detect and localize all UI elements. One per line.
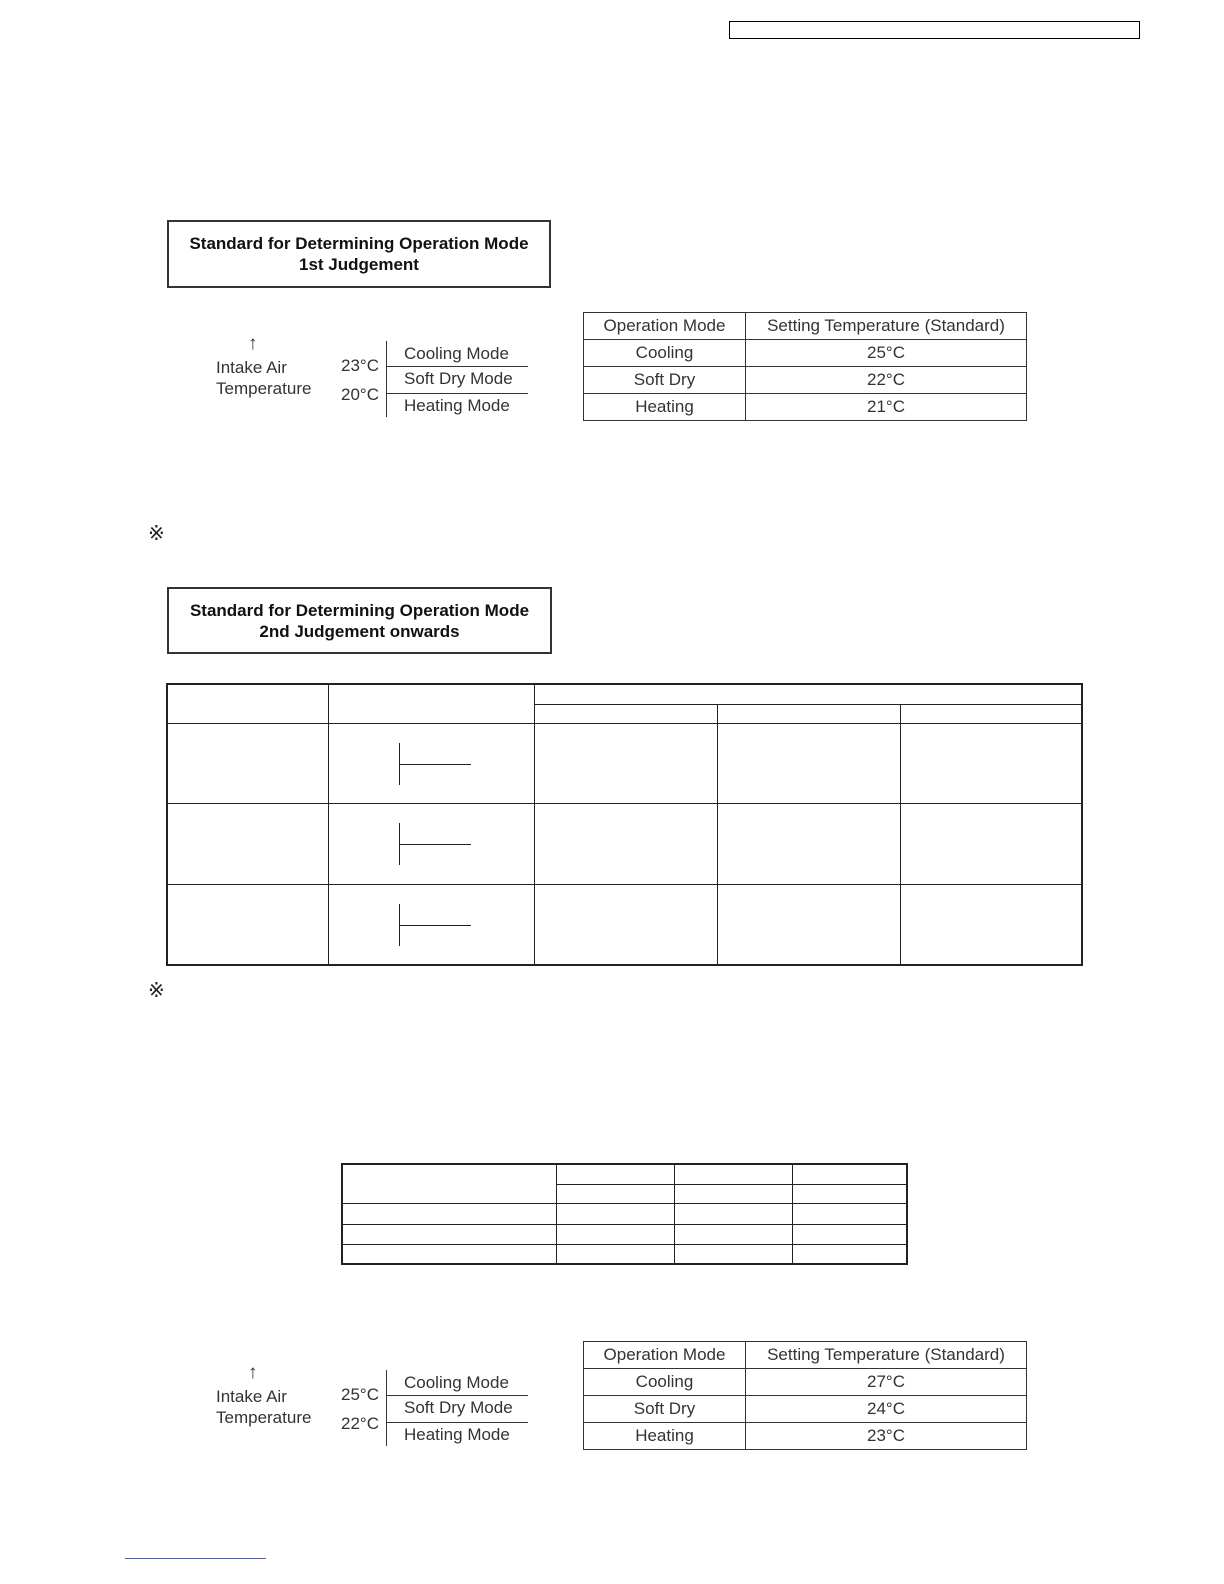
table-row — [342, 1224, 907, 1244]
cell-temperature: 25°C — [746, 340, 1027, 367]
grid-subheader-cell — [718, 704, 901, 723]
diagram-divider-high — [386, 366, 528, 367]
setting-temperature-table-2 — [583, 1341, 1027, 1450]
up-arrow-icon: ↑ — [248, 1362, 258, 1383]
table-row — [167, 885, 1082, 965]
mode-label-heating: Heating Mode — [404, 396, 510, 415]
table-header-row — [584, 313, 1027, 340]
axis-label-line1: Intake Air — [216, 1387, 287, 1406]
footer-link-underline[interactable] — [125, 1558, 266, 1559]
axis-label-line2: Temperature — [216, 379, 312, 398]
standard-box-2nd-judgement — [167, 587, 552, 654]
diagram-divider-high — [386, 1395, 528, 1396]
header-setting-temperature: Setting Temperature (Standard) — [746, 313, 1027, 340]
note-reference-mark: ※ — [148, 980, 165, 1002]
grid-cell — [718, 803, 901, 884]
threshold-high: 25°C — [341, 1385, 379, 1404]
note-reference-mark: ※ — [148, 523, 165, 545]
table-row — [584, 1369, 1027, 1396]
cell-temperature: 23°C — [746, 1423, 1027, 1450]
grid-header-cell — [167, 684, 329, 723]
grid-cell — [901, 723, 1083, 803]
grid-cell — [901, 885, 1083, 965]
setting-temperature-table-1 — [583, 312, 1027, 421]
up-arrow-icon: ↑ — [248, 333, 258, 354]
mode-label-soft-dry: Soft Dry Mode — [404, 1398, 513, 1417]
cell-mode: Heating — [584, 394, 746, 421]
grid-cell — [342, 1224, 557, 1244]
threshold-high: 23°C — [341, 356, 379, 375]
cell-temperature: 22°C — [746, 367, 1027, 394]
mode-label-soft-dry: Soft Dry Mode — [404, 369, 513, 388]
table-row — [584, 367, 1027, 394]
grid-cell — [535, 803, 718, 884]
table-row — [167, 723, 1082, 803]
table-row — [584, 1423, 1027, 1450]
header-setting-temperature: Setting Temperature (Standard) — [746, 1342, 1027, 1369]
grid-subheader-cell — [793, 1184, 908, 1203]
standard-box-title: Standard for Determining Operation Mode — [189, 600, 530, 620]
cell-mode: Cooling — [584, 340, 746, 367]
grid-cell — [793, 1224, 908, 1244]
table-row — [584, 394, 1027, 421]
grid-cell — [167, 803, 329, 884]
grid-header-cell — [342, 1164, 557, 1204]
standard-box-1st-judgement — [167, 220, 551, 288]
grid-subheader-cell — [557, 1184, 675, 1203]
standard-box-title: Standard for Determining Operation Mode — [189, 234, 529, 253]
grid-header-cell — [675, 1164, 793, 1184]
grid-cell — [342, 1204, 557, 1224]
grid-cell — [167, 723, 329, 803]
grid-cell — [557, 1204, 675, 1224]
grid-cell — [675, 1204, 793, 1224]
diagram-divider-low — [386, 1422, 528, 1423]
grid-cell — [901, 803, 1083, 884]
grid-header-cell — [793, 1164, 908, 1184]
grid-cell — [557, 1224, 675, 1244]
grid-cell — [675, 1245, 793, 1264]
mode-label-cooling: Cooling Mode — [404, 1373, 509, 1392]
grid-cell — [718, 885, 901, 965]
cell-temperature: 27°C — [746, 1369, 1027, 1396]
grid-subheader-cell — [675, 1184, 793, 1203]
threshold-low: 22°C — [341, 1414, 379, 1433]
mode-label-cooling: Cooling Mode — [404, 344, 509, 363]
cell-mode: Cooling — [584, 1369, 746, 1396]
standard-box-subtitle: 2nd Judgement onwards — [259, 621, 460, 641]
small-grid-table — [341, 1163, 908, 1265]
threshold-low: 20°C — [341, 385, 379, 404]
cell-mode: Heating — [584, 1423, 746, 1450]
diagram-axis-line — [386, 1370, 387, 1446]
grid-subheader-cell — [901, 704, 1083, 723]
grid-cell — [557, 1245, 675, 1264]
cell-temperature: 24°C — [746, 1396, 1027, 1423]
axis-label-line1: Intake Air — [216, 358, 287, 377]
axis-label-line2: Temperature — [216, 1408, 312, 1427]
diagram-axis-line — [386, 341, 387, 417]
table-row — [167, 803, 1082, 884]
cell-temperature: 21°C — [746, 394, 1027, 421]
grid-cell — [535, 885, 718, 965]
table-header-row — [584, 1342, 1027, 1369]
diagram-divider-low — [386, 393, 528, 394]
grid-cell — [793, 1245, 908, 1264]
grid-cell — [718, 723, 901, 803]
mode-label-heating: Heating Mode — [404, 1425, 510, 1444]
grid-cell — [167, 885, 329, 965]
header-operation-mode: Operation Mode — [584, 1342, 746, 1369]
header-title-box — [729, 21, 1140, 39]
grid-cell-diagram — [329, 723, 535, 803]
grid-cell — [342, 1245, 557, 1264]
grid-header-cell — [557, 1164, 675, 1184]
grid-cell-diagram — [329, 885, 535, 965]
header-operation-mode: Operation Mode — [584, 313, 746, 340]
grid-header-cell — [535, 684, 1083, 704]
grid-cell — [675, 1224, 793, 1244]
table-row — [584, 340, 1027, 367]
standard-box-subtitle: 1st Judgement — [299, 255, 419, 274]
grid-cell — [793, 1204, 908, 1224]
grid-cell — [535, 723, 718, 803]
grid-cell-diagram — [329, 803, 535, 884]
table-row — [342, 1204, 907, 1224]
table-row — [584, 1396, 1027, 1423]
grid-subheader-cell — [535, 704, 718, 723]
judgement-grid-table — [166, 683, 1083, 966]
cell-mode: Soft Dry — [584, 1396, 746, 1423]
grid-header-cell — [329, 684, 535, 723]
table-row — [342, 1245, 907, 1264]
cell-mode: Soft Dry — [584, 367, 746, 394]
